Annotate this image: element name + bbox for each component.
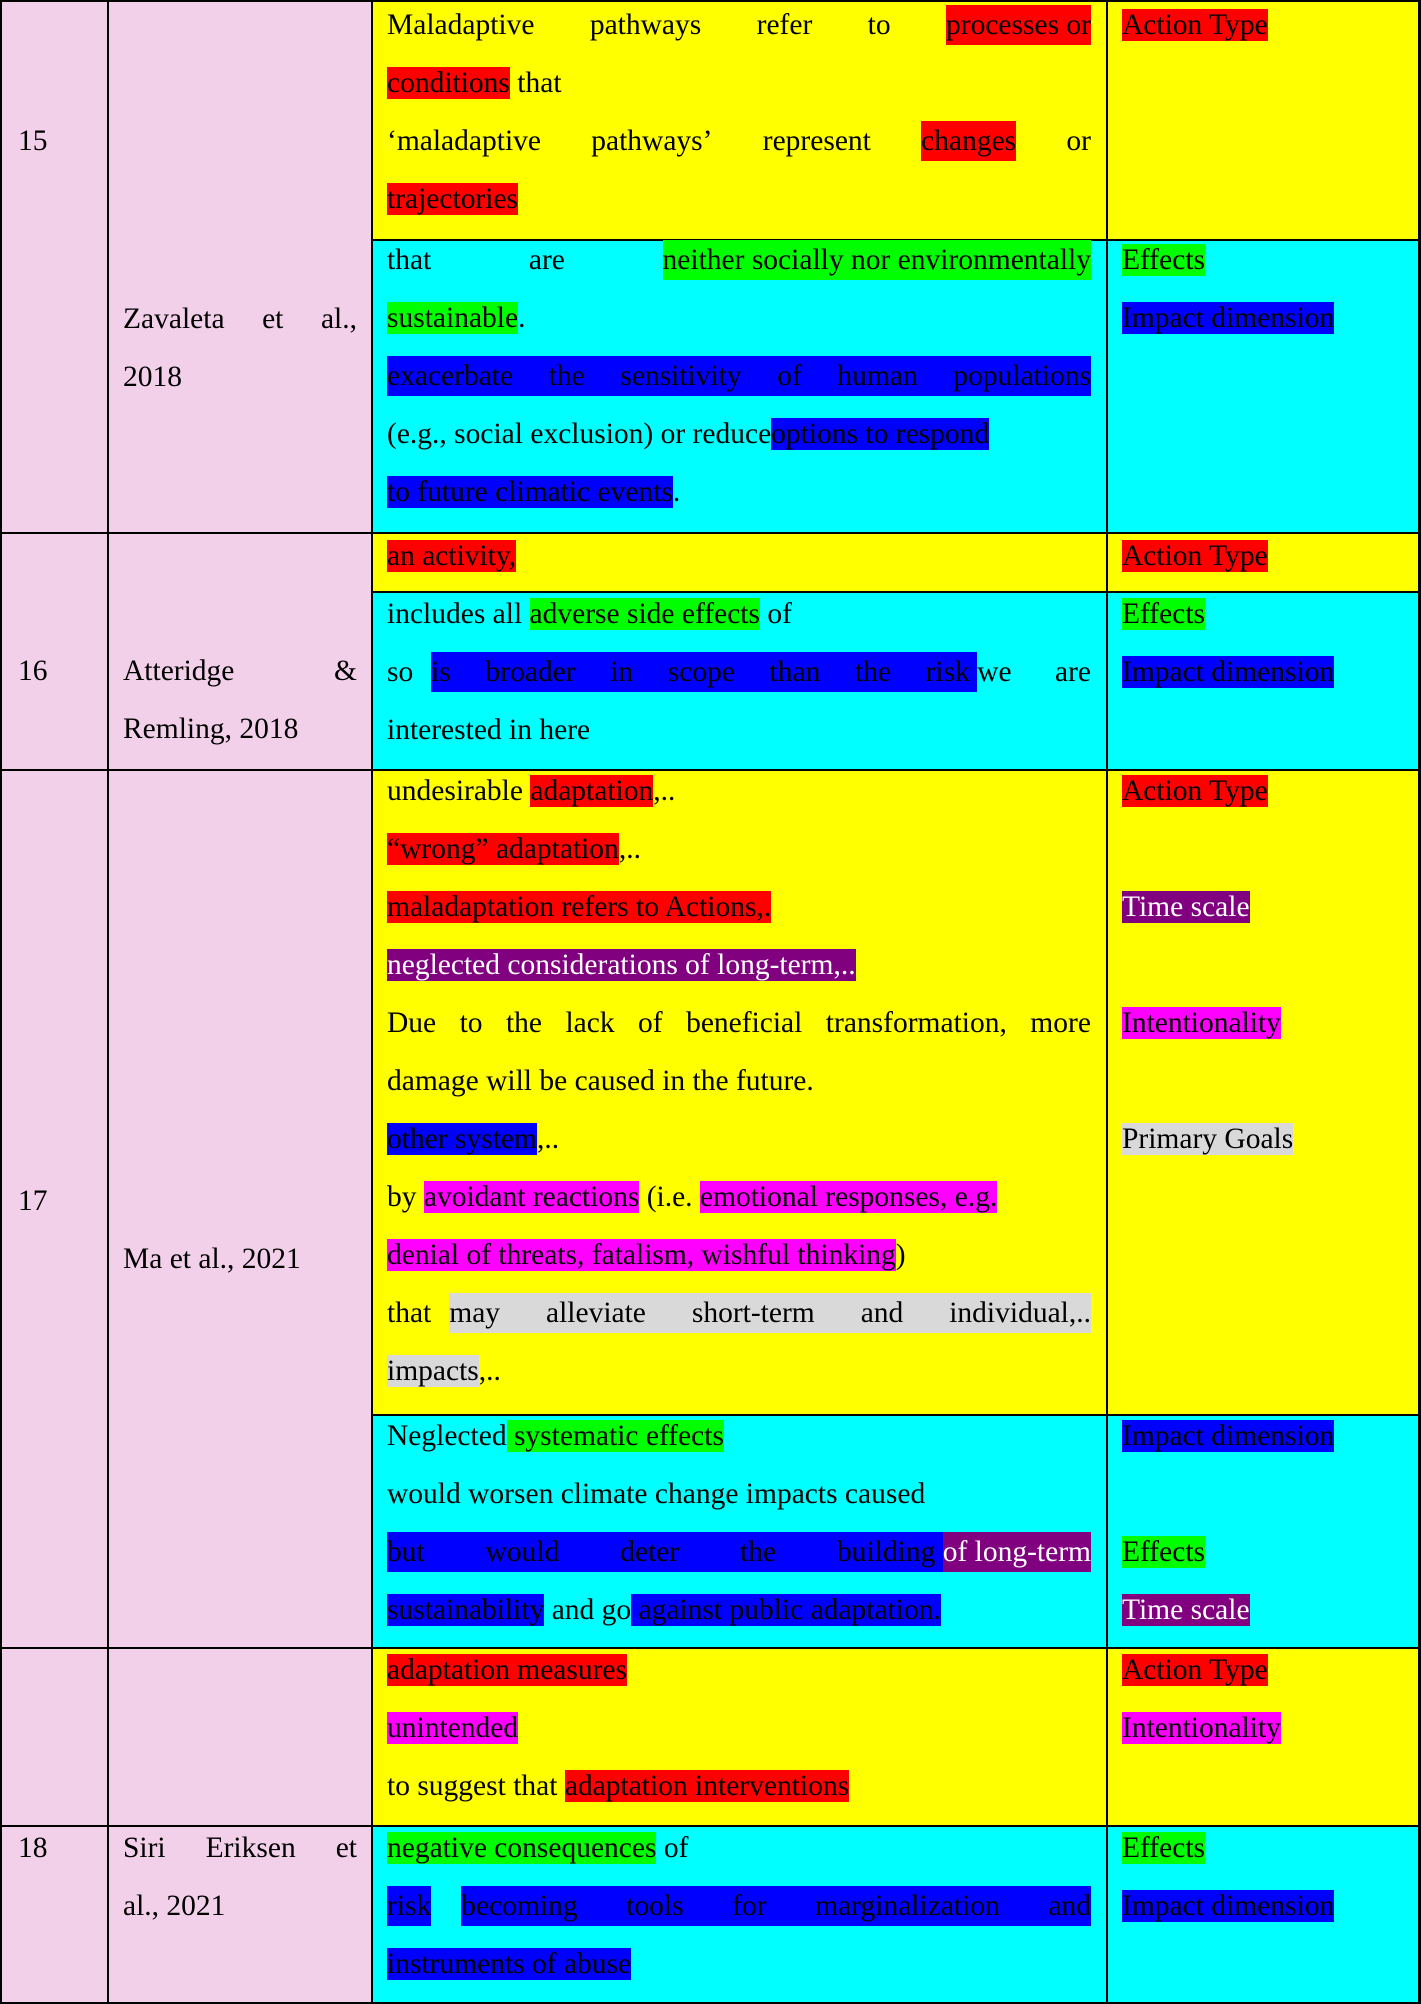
row18-cat-impact: [1122, 1886, 1334, 1926]
row16-cat-impact: [1122, 652, 1334, 692]
def-text: to suggest that: [387, 1770, 565, 1802]
def-word: pathways’: [591, 125, 713, 157]
row15-number: 15: [18, 125, 48, 157]
row17-cat-action-type: [1122, 771, 1268, 811]
category-label: Time scale: [1122, 891, 1250, 923]
category-label: Action Type: [1122, 775, 1268, 807]
row15-author-cell: [108, 0, 372, 533]
def-word: so: [387, 656, 414, 688]
def-text: (i.e.: [639, 1181, 700, 1213]
author-word: Eriksen: [205, 1832, 296, 1864]
row18-def-line-1: [387, 1650, 627, 1690]
def-text: that: [509, 67, 562, 99]
row15-def-line-2: [387, 63, 562, 103]
impact-dimension-highlight: risk: [387, 1886, 431, 1926]
row15-def-line-8: [387, 414, 989, 454]
category-label: Intentionality: [1122, 1712, 1281, 1744]
row18-author-line1: [123, 1828, 357, 1868]
def-text: ,..: [536, 1123, 560, 1155]
row15-cat-impact: [1122, 298, 1334, 338]
def-word: of: [638, 1007, 663, 1039]
row18-def-line-5: [387, 1886, 1091, 1926]
category-label: Intentionality: [1122, 1007, 1281, 1039]
row18-cat-intentionality: [1122, 1708, 1281, 1748]
row15-author-word: al.,: [320, 303, 357, 335]
def-word: that: [387, 244, 432, 276]
def-word: Due: [387, 1007, 437, 1039]
row18-cat-action-type: [1122, 1650, 1268, 1690]
row17-def-line-5: [387, 1003, 1091, 1043]
row17-def-line-1: [387, 771, 675, 811]
action-type-highlight: maladaptation refers to Actions,.: [387, 891, 772, 923]
def-word: transformation,: [825, 1007, 1007, 1039]
row17-def-line-13: would worsen climate change impacts caused: [387, 1478, 926, 1510]
row15-def-line-5: [387, 240, 1091, 280]
effects-highlight: negative consequences: [387, 1832, 657, 1864]
def-text: (e.g., social exclusion) or reduce: [387, 418, 772, 450]
intentionality-highlight: denial of threats, fatalism, wishful thinking: [387, 1239, 896, 1271]
time-scale-highlight: of long-term: [943, 1532, 1091, 1572]
row17-number-cell: [0, 770, 108, 1648]
category-label: Impact dimension: [1122, 1420, 1335, 1452]
category-label: Time scale: [1122, 1594, 1250, 1626]
row15-author-line2: 2018: [123, 361, 182, 393]
def-text: ,..: [618, 833, 641, 865]
row18-number: 18: [18, 1832, 48, 1864]
category-label: Effects: [1122, 1536, 1205, 1568]
def-word: or: [1066, 125, 1091, 157]
row18-def-line-4: [387, 1828, 688, 1868]
def-word: that: [387, 1297, 432, 1329]
row17-def-line-6: damage will be caused in the future.: [387, 1065, 814, 1097]
effects-highlight: systematic effects: [506, 1420, 724, 1452]
impact-dimension-highlight: other system: [387, 1123, 537, 1155]
row17-def-line-15: [387, 1590, 941, 1630]
def-word: more: [1030, 1007, 1091, 1039]
row17-def-line-11: [387, 1351, 501, 1391]
def-word: are: [1054, 656, 1091, 688]
row16-author-line1: [123, 651, 357, 691]
author-word: &: [334, 655, 357, 687]
row15-cat-effects: [1122, 240, 1205, 280]
action-type-highlight: adaptation: [530, 775, 654, 807]
impact-dimension-highlight: against public adaptation.: [631, 1594, 941, 1626]
def-text: ): [895, 1239, 906, 1271]
category-label: Impact dimension: [1122, 656, 1335, 688]
def-text: ,..: [478, 1355, 501, 1387]
category-label: Impact dimension: [1122, 1890, 1335, 1922]
row17-cat-effects: [1122, 1532, 1205, 1572]
row16-author-line2: Remling, 2018: [123, 713, 299, 745]
category-label: Action Type: [1122, 540, 1268, 572]
def-word: to: [459, 1007, 483, 1039]
row15-def-line-4: [387, 179, 518, 219]
row18-author-line2: al., 2021: [123, 1890, 226, 1922]
row18-number-cell: [0, 1826, 108, 2004]
row15-def-line-9: [387, 472, 680, 512]
effects-highlight: neither socially nor environmentally: [663, 240, 1091, 280]
def-word: ‘maladaptive: [387, 125, 541, 157]
impact-dimension-highlight: sustainability: [387, 1594, 545, 1626]
category-label: Effects: [1122, 244, 1205, 276]
author-word: Siri: [123, 1832, 166, 1864]
def-word: to: [867, 9, 891, 41]
def-text: includes all: [387, 598, 530, 630]
impact-dimension-highlight: becoming tools for marginalization and: [461, 1886, 1091, 1926]
row15-def-line-7: [387, 356, 1091, 396]
primary-goals-highlight: may alleviate short-term and individual,..: [449, 1293, 1091, 1333]
row17-def-line-7: [387, 1119, 559, 1159]
action-type-highlight: adaptation measures: [387, 1654, 628, 1686]
row17-def-line-14: [387, 1532, 1091, 1572]
row16-def-line-3: [387, 652, 1091, 692]
row15-author-word: et: [262, 303, 284, 335]
row15-def-line-1: [387, 5, 1091, 45]
row18-def-line-2: [387, 1708, 518, 1748]
intentionality-highlight: emotional responses, e.g.: [699, 1181, 998, 1213]
row15-author-line1: [123, 299, 357, 339]
impact-dimension-highlight: instruments of abuse: [387, 1948, 632, 1980]
row16-def-line-1: [387, 536, 516, 576]
action-type-highlight: trajectories: [387, 183, 519, 215]
def-word: lack: [565, 1007, 615, 1039]
row17-def-line-3: [387, 887, 771, 927]
row17-cat-primary-goals: [1122, 1119, 1293, 1159]
row15-category-cell-b: [1107, 240, 1421, 533]
row17-cat-time-scale-2: [1122, 1590, 1250, 1630]
impact-dimension-highlight: but would deter the building: [387, 1532, 943, 1572]
action-type-highlight: an activity,: [387, 540, 517, 572]
row18-number-cell-top: [0, 1648, 108, 1826]
row15-def-line-3: [387, 121, 1091, 161]
impact-dimension-highlight: options to respond: [771, 418, 990, 450]
row16-cat-action-type: [1122, 536, 1268, 576]
effects-highlight: adverse side effects: [529, 598, 760, 630]
def-text: of: [759, 598, 792, 630]
category-label: Action Type: [1122, 1654, 1268, 1686]
row15-number-cell: [0, 0, 108, 533]
primary-goals-highlight: impacts: [387, 1355, 479, 1387]
impact-dimension-highlight: to future climatic events: [387, 476, 673, 508]
action-type-highlight: changes: [921, 121, 1016, 161]
def-text: and go: [544, 1594, 632, 1626]
def-word: we: [977, 656, 1012, 688]
intentionality-highlight: avoidant reactions: [423, 1181, 640, 1213]
def-text: of: [656, 1832, 689, 1864]
effects-highlight: sustainable: [387, 302, 519, 334]
def-word: refer: [756, 9, 813, 41]
row18-author-cell-top: [108, 1648, 372, 1826]
row18-cat-effects: [1122, 1828, 1205, 1868]
author-word: et: [335, 1832, 357, 1864]
def-word: represent: [762, 125, 871, 157]
row17-cat-intentionality: [1122, 1003, 1281, 1043]
def-word: Maladaptive: [387, 9, 535, 41]
author-word: Atteridge: [123, 655, 235, 687]
row16-number-cell: [0, 533, 108, 770]
row15-author-word: Zavaleta: [123, 303, 225, 335]
action-type-highlight: processes or: [946, 5, 1091, 45]
def-word: pathways: [589, 9, 702, 41]
action-type-highlight: “wrong” adaptation: [387, 833, 619, 865]
row17-category-cell-a: [1107, 770, 1421, 1415]
row17-number: 17: [18, 1185, 48, 1217]
row15-def-line-6: [387, 298, 525, 338]
def-word: are: [528, 244, 565, 276]
row17-def-line-12: [387, 1416, 724, 1456]
def-text: .: [518, 302, 526, 334]
row17-def-line-4: [387, 945, 856, 985]
category-label: Action Type: [1122, 9, 1268, 41]
category-label: Effects: [1122, 598, 1205, 630]
action-type-highlight: adaptation interventions: [564, 1770, 850, 1802]
intentionality-highlight: unintended: [387, 1712, 519, 1744]
action-type-highlight: conditions: [387, 67, 510, 99]
def-text: .: [672, 476, 681, 508]
def-text: undesirable: [387, 775, 531, 807]
row17-def-line-8: [387, 1177, 997, 1217]
row17-def-line-10: [387, 1293, 1091, 1333]
row16-number: 16: [18, 655, 48, 687]
row16-def-line-2: [387, 594, 792, 634]
row16-def-line-4: interested in here: [387, 714, 591, 746]
def-text: Neglected: [387, 1420, 507, 1452]
row18-def-line-6: [387, 1944, 631, 1984]
row18-def-line-3: [387, 1766, 849, 1806]
def-word: beneficial: [686, 1007, 803, 1039]
impact-dimension-highlight: is broader in scope than the risk: [431, 652, 977, 692]
row17-author-cell: [108, 770, 372, 1648]
def-text: by: [387, 1181, 424, 1213]
row17-cat-time-scale: [1122, 887, 1250, 927]
row17-cat-impact: [1122, 1416, 1334, 1456]
category-label: Impact dimension: [1122, 302, 1335, 334]
impact-dimension-highlight: exacerbate the sensitivity of human populations: [387, 356, 1091, 396]
row16-cat-effects: [1122, 594, 1205, 634]
row17-def-line-2: [387, 829, 641, 869]
time-scale-highlight: neglected considerations of long-term,..: [387, 949, 856, 981]
category-label: Effects: [1122, 1832, 1205, 1864]
def-word: the: [505, 1007, 543, 1039]
row17-def-line-9: [387, 1235, 906, 1275]
row15-cat-action-type: [1122, 5, 1268, 45]
category-label: Primary Goals: [1122, 1123, 1294, 1155]
def-text: ,..: [653, 775, 676, 807]
row17-author-line1: Ma et al., 2021: [123, 1243, 301, 1275]
